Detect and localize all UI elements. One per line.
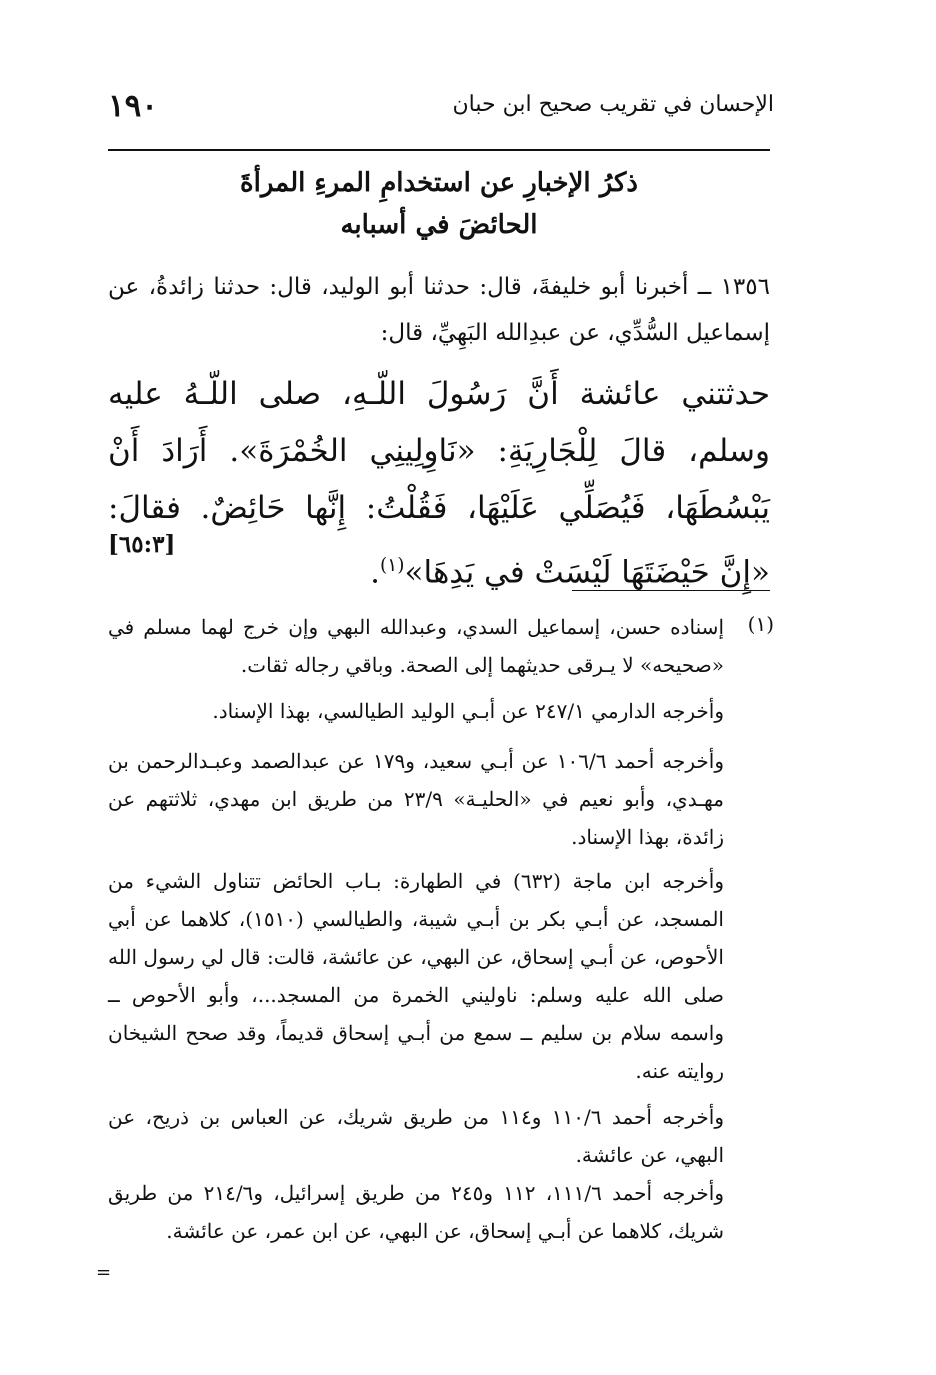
footnote-paragraph: وأخرجه أحمد ١٠٦/٦ عن أبـي سعيد، و١٧٩ عن عبدالصمد وعبـدالرحمن بن مهـدي، وأبو نعيم في «الحليـة» ٢٣/٩ من طريق ابن مهدي، ثلاثتهم عن زائدة، بهذا الإسناد. [108, 749, 724, 849]
footnote-paragraph: إسناده حسن، إسماعيل السدي، وعبدالله البهي وإن خرج لهما مسلم في «صحيحه» لا يـرقى حديثهما إلى الصحة. وباقي رجاله ثقات. [108, 615, 724, 677]
hadith-matn [108, 366, 770, 601]
footnote-divider [572, 590, 770, 591]
footnote-reference: (١) [380, 555, 405, 576]
page-number: ١٩٠ [108, 88, 158, 124]
section-title-line-2: الحائضَ في أسبابه [340, 210, 538, 240]
footnote-paragraph: وأخرجه ابن ماجة (٦٣٢) في الطهارة: بـاب الحائض تتناول الشيء من المسجد، عن أبـي بكر بن أبـي شيبة، والطيالسي (١٥١٠)، كلاهما عن أبي الأحوص، عن أبـي إسحاق، عن البهي، عن عائشة، قالت: قال لي رسول الله صلى الله عليه وسلم: ناوليني الخمرة من المسجد...، وأبو الأحوص ــ واسمه سلام بن سليم ــ سمع من أبـي إسحاق قديماً، وقد صحح الشيخان روايته عنه. [108, 869, 724, 1083]
footnote-paragraph: وأخرجه الدارمي ٢٤٧/١ عن أبـي الوليد الطيالسي، بهذا الإسناد. [212, 699, 724, 723]
page-header [108, 86, 774, 132]
section-title-line-1: ذكرُ الإخبارِ عن استخدامِ المرءِ المرأةَ [239, 168, 639, 198]
header-divider [108, 149, 770, 151]
hadith-isnad: ١٣٥٦ ــ أخبرنا أبو خليفةَ، قال: حدثنا أبو الوليد، قال: حدثنا زائدةُ، عن إسماعيل السُّدِّي، عن عبدِالله البَهِيِّ، قال: [108, 274, 770, 346]
running-title: الإحسان في تقريب صحيح ابن حبان [452, 92, 774, 117]
hadith-cross-reference: [٦٥:٣] [108, 531, 176, 558]
hadith-matn-end: . [370, 554, 380, 591]
footnote-marker: (١) [747, 612, 774, 636]
hadith-matn-text: حدثتني عائشة أَنَّ رَسُولَ اللّـهِ، صلى اللّـهُ عليه وسلم، قالَ لِلْجَارِيَةِ: «نَاوِلِينِي الخُمْرَةَ». أَرَادَ أَنْ يَبْسُطَهَا، فَيُصَلِّي عَلَيْهَا، فَقُلْتُ: إِنَّها حَائِضٌ. فقالَ: «إِنَّ حَيْضَتَهَا لَيْسَتْ في يَدِهَا» [108, 376, 770, 591]
footnote-paragraph: وأخرجه أحمد ١١٠/٦ و١١٤ من طريق شريك، عن العباس بن ذريح، عن البهي، عن عائشة. [108, 1105, 724, 1167]
continued-mark: = [96, 1262, 112, 1283]
footnote-paragraph: وأخرجه أحمد ١١١/٦، ١١٢ و٢٤٥ من طريق إسرائيل، و٢١٤/٦ من طريق شريك، كلاهما عن أبـي إسحاق، عن البهي، عن ابن عمر، عن عائشة. [108, 1181, 725, 1243]
